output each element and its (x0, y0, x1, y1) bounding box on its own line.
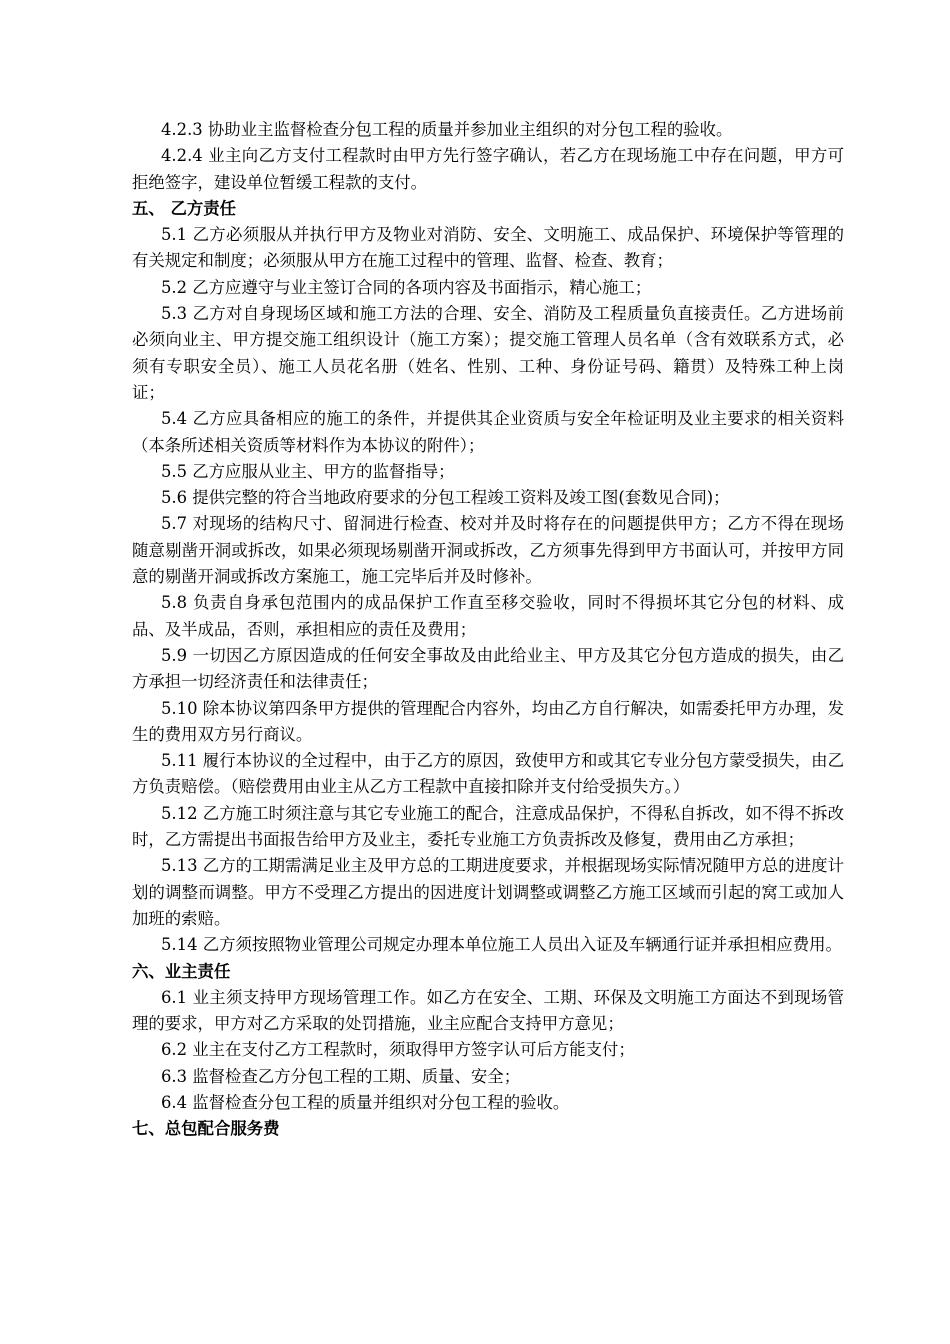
clause-5-7: 5.7 对现场的结构尺寸、留洞进行检查、校对并及时将存在的问题提供甲方；乙方不得在现场随意剔凿开洞或拆改，如果必须现场剔凿开洞或拆改，乙方须事先得到甲方书面认可，并按甲方同意的剔凿开洞或拆改方案施工，施工完毕后并及时修补。 (132, 514, 844, 587)
clause-5-8: 5.8 负责自身承包范围内的成品保护工作直至移交验收，同时不得损坏其它分包的材料、成品、及半成品，否则，承担相应的责任及费用； (132, 593, 844, 639)
clause-5-11: 5.11 履行本协议的全过程中，由于乙方的原因，致使甲方和或其它专业分包方蒙受损失，由乙方负责赔偿。（赔偿费用由业主从乙方工程款中直接扣除并支付给受损失方。） (132, 751, 844, 797)
clause-5-6: 5.6 提供完整的符合当地政府要求的分包工程竣工资料及竣工图(套数见合同)； (161, 488, 730, 508)
section-heading-6: 六、业主责任 (132, 961, 231, 981)
clause-5-14: 5.14 乙方须按照物业管理公司规定办理本单位施工人员出入证及车辆通行证并承担相应费用。 (161, 935, 842, 955)
clause-6-3: 6.3 监督检查乙方分包工程的工期、质量、安全； (161, 1066, 521, 1086)
clause-6-4: 6.4 监督检查分包工程的质量并组织对分包工程的验收。 (161, 1092, 570, 1112)
document-body (132, 117, 844, 1143)
clause-5-2: 5.2 乙方应遵守与业主签订合同的各项内容及书面指示，精心施工； (161, 277, 652, 297)
section-heading-7: 七、总包配合服务费 (132, 1119, 280, 1139)
clause-5-5: 5.5 乙方应服从业主、甲方的监督指导； (161, 461, 455, 481)
clause-6-2: 6.2 业主在支付乙方工程款时，须取得甲方签字认可后方能支付； (161, 1040, 635, 1060)
clause-5-9: 5.9 一切因乙方原因造成的任何安全事故及由此给业主、甲方及其它分包方造成的损失，由乙方承担一切经济责任和法律责任； (132, 645, 844, 692)
clause-4-2-3: 4.2.3 协助业主监督检查分包工程的质量并参加业主组织的对分包工程的验收。 (161, 120, 733, 139)
clause-5-4: 5.4 乙方应具备相应的施工的条件，并提供其企业资质与安全年检证明及业主要求的相关资料（本条所述相关资质等材料作为本协议的附件）； (132, 409, 844, 455)
section-heading-5: 五、 乙方责任 (132, 198, 237, 218)
clause-5-12: 5.12 乙方施工时须注意与其它专业施工的配合，注意成品保护，不得私自拆改，如不得不拆改时，乙方需提出书面报告给甲方及业主，委托专业施工方负责拆改及修复，费用由乙方承担； (132, 803, 844, 850)
clause-4-2-4: 4.2.4 业主向乙方支付工程款时由甲方先行签字确认，若乙方在现场施工中存在问题，甲方可拒绝签字，建设单位暂缓工程款的支付。 (132, 146, 844, 192)
clause-5-1: 5.1 乙方必须服从并执行甲方及物业对消防、安全、文明施工、成品保护、环境保护等管理的有关规定和制度；必须服从甲方在施工过程中的管理、监督、检查、教育； (132, 225, 844, 271)
clause-6-1: 6.1 业主须支持甲方现场管理工作。如乙方在安全、工期、环保及文明施工方面达不到现场管理的要求，甲方对乙方采取的处罚措施，业主应配合支持甲方意见； (132, 987, 844, 1034)
clause-5-13: 5.13 乙方的工期需满足业主及甲方总的工期进度要求，并根据现场实际情况随甲方总的进度计划的调整而调整。甲方不受理乙方提出的因进度计划调整或调整乙方施工区域而引起的窝工或加人加班的索赔。 (132, 856, 844, 928)
clause-5-10: 5.10 除本协议第四条甲方提供的管理配合内容外，均由乙方自行解决，如需委托甲方办理，发生的费用双方另行商议。 (132, 698, 844, 744)
clause-5-3: 5.3 乙方对自身现场区域和施工方法的合理、安全、消防及工程质量负直接责任。乙方进场前必须向业主、甲方提交施工组织设计（施工方案）；提交施工管理人员名单（含有效联系方式，必须有专职安全员）、施工人员花名册（姓名、性别、工种、身份证号码、籍贯）及特殊工种上岗证； (132, 304, 844, 402)
